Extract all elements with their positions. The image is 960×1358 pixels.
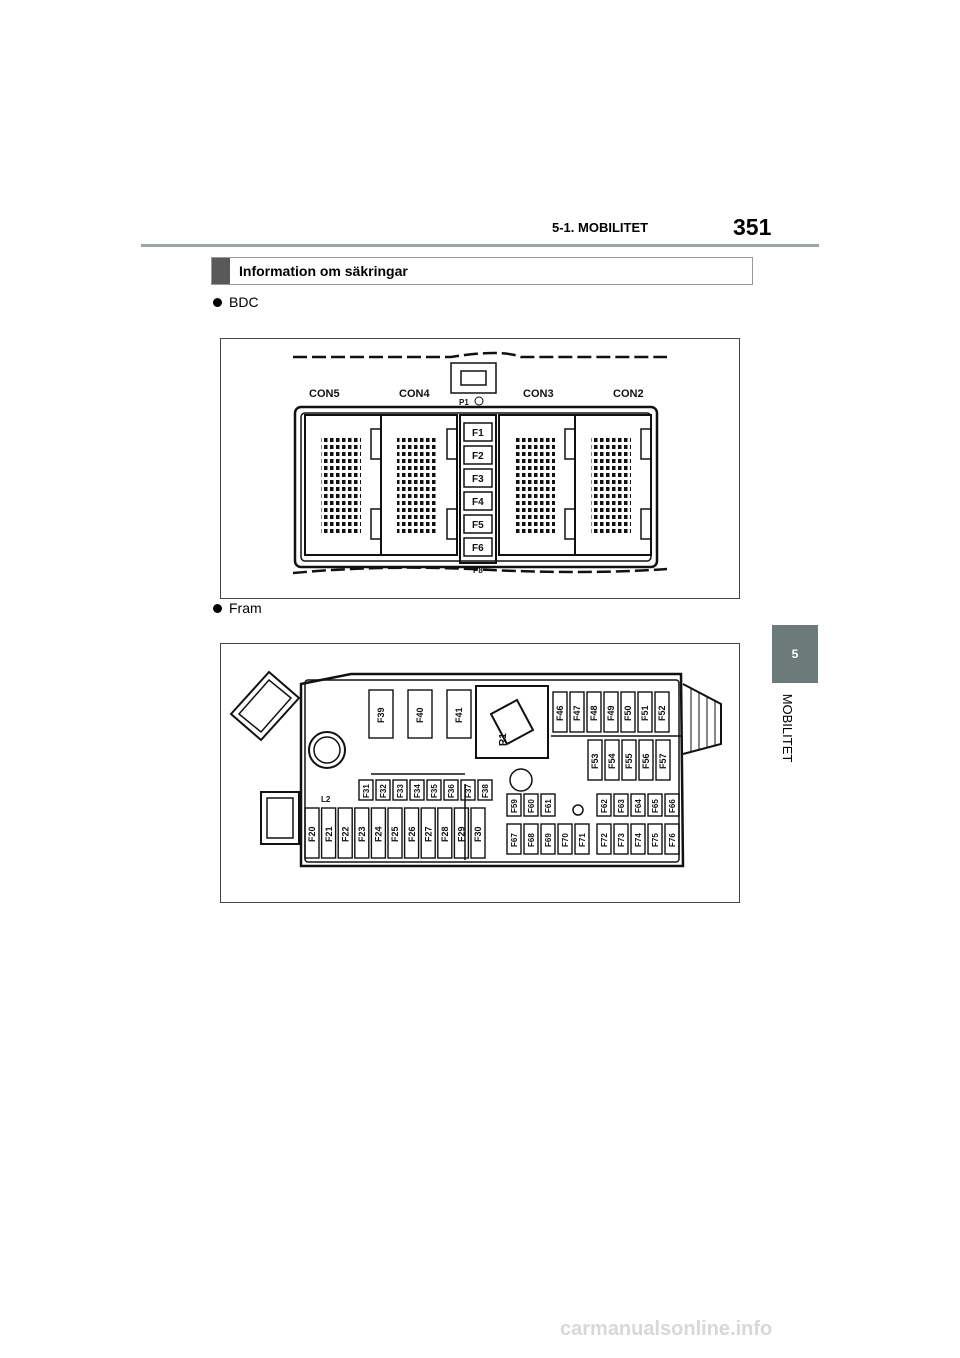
chapter-tab: [772, 625, 818, 683]
fuse-label: F29: [456, 826, 467, 842]
fuse-label: F6: [472, 543, 484, 554]
fuse-label: F37: [463, 784, 473, 798]
fram-fuse-figure: [220, 643, 740, 903]
fuse-label: F22: [340, 826, 351, 842]
bdc-fuse-figure: [220, 338, 740, 599]
top-pin-label: P1: [459, 398, 469, 407]
header-rule: [141, 244, 819, 247]
chapter-number: 5: [791, 647, 799, 661]
fuse-label: F72: [599, 833, 609, 847]
fuse-label: F48: [589, 705, 600, 721]
fuse-label: F74: [633, 833, 643, 847]
bottom-pin-label: P8: [473, 566, 483, 575]
fuse-label: F76: [667, 833, 677, 847]
fuse-label: F67: [509, 833, 519, 847]
bullet-bdc: [213, 294, 259, 310]
fram-diagram: [221, 644, 739, 902]
fuse-label: F2: [472, 451, 484, 462]
fuse-label: F35: [429, 784, 439, 798]
section-title-box: [211, 257, 753, 285]
bullet-fram-label: Fram: [229, 600, 262, 616]
fuse-label: F70: [560, 833, 570, 847]
fuse-label: F62: [599, 799, 609, 813]
fuse-label: F71: [577, 833, 587, 847]
fuse-label: F5: [472, 520, 484, 531]
fuse-label: F38: [480, 784, 490, 798]
fuse-label: F39: [376, 707, 387, 723]
bullet-bdc-label: BDC: [229, 294, 259, 310]
connector-label: CON5: [309, 388, 340, 400]
bullet-dot-icon: [213, 298, 222, 307]
fuse-label: F59: [509, 799, 519, 813]
relay-r1-label: R1: [498, 733, 509, 746]
fuse-label: F63: [616, 799, 626, 813]
section-title: Information om säkringar: [239, 263, 408, 279]
fuse-label: F47: [572, 705, 583, 721]
connector-label: CON3: [523, 388, 554, 400]
fuse-label: F1: [472, 428, 484, 439]
fuse-label: F56: [641, 753, 652, 769]
bdc-diagram: [221, 339, 739, 598]
fuse-label: F21: [323, 826, 334, 842]
fuse-label: F31: [361, 784, 371, 798]
bullet-dot-icon: [213, 604, 222, 613]
fuse-label: F26: [406, 826, 417, 842]
connector-label: CON2: [613, 388, 644, 400]
fuse-label: F34: [412, 784, 422, 798]
fuse-label: F75: [650, 833, 660, 847]
fuse-label: F57: [658, 753, 669, 769]
fuse-label: F61: [543, 799, 553, 813]
fuse-label: F50: [623, 705, 634, 721]
fuse-label: F60: [526, 799, 536, 813]
relay-label: L2: [321, 795, 331, 804]
bullet-fram: [213, 600, 262, 616]
fuse-label: F53: [590, 753, 601, 769]
fuse-label: F55: [624, 753, 635, 769]
fuse-label: F49: [606, 705, 617, 721]
fuse-label: F4: [472, 497, 484, 508]
section-heading: 5-1. MOBILITET: [552, 220, 649, 235]
fuse-label: F52: [657, 705, 668, 721]
fuse-label: F46: [555, 705, 566, 721]
section-marker: [212, 258, 230, 284]
watermark-footer: carmanualsonline.info: [560, 1318, 773, 1340]
fuse-label: F33: [395, 784, 405, 798]
fuse-label: F24: [373, 826, 384, 842]
fuse-label: F68: [526, 833, 536, 847]
fuse-label: F65: [650, 799, 660, 813]
chapter-label: MOBILITET: [780, 693, 795, 763]
fuse-label: F25: [390, 826, 401, 842]
fuse-label: F30: [473, 826, 484, 842]
fuse-label: F69: [543, 833, 553, 847]
fuse-label: F54: [607, 753, 618, 769]
page-number: 351: [733, 214, 772, 240]
fuse-label: F36: [446, 784, 456, 798]
fuse-label: F64: [633, 799, 643, 813]
connector-label: CON4: [399, 388, 430, 400]
fuse-label: F40: [415, 707, 426, 723]
fuse-label: F20: [307, 826, 318, 842]
fuse-label: F28: [439, 826, 450, 842]
fuse-label: F23: [356, 826, 367, 842]
fuse-label: F73: [616, 833, 626, 847]
fuse-label: F41: [454, 707, 465, 723]
fuse-label: F27: [423, 826, 434, 842]
fuse-label: F3: [472, 474, 484, 485]
fuse-label: F51: [640, 705, 651, 721]
fuse-label: F32: [378, 784, 388, 798]
fuse-label: F66: [667, 799, 677, 813]
